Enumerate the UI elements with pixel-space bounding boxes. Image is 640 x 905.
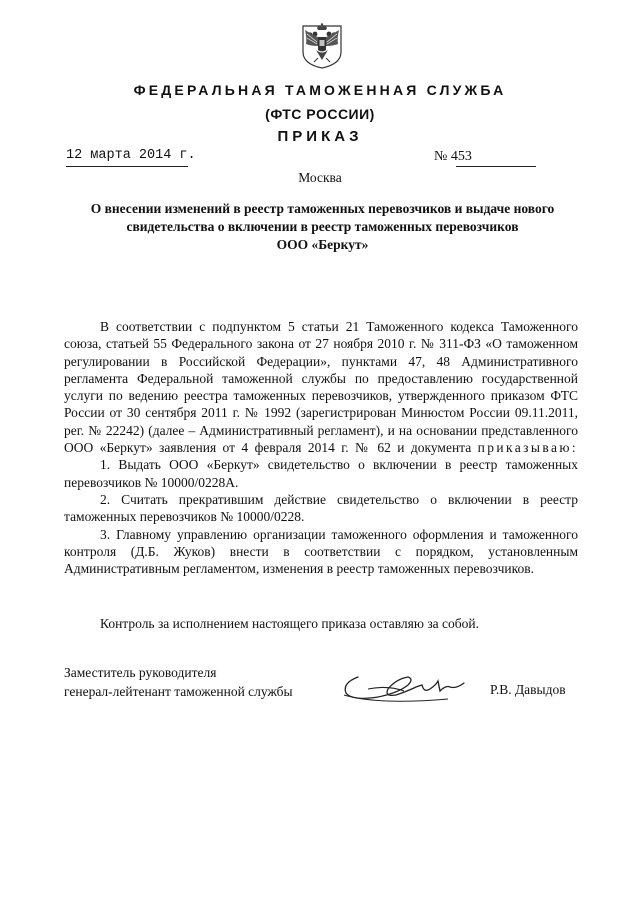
position-line-1: Заместитель руководителя: [64, 665, 217, 680]
order-item-2: 2. Считать прекратившим действие свидетельство о включении в реестр таможенных перевозчиков № 10000/0228.: [64, 491, 578, 525]
order-body: [64, 318, 578, 577]
signatory-name: Р.В. Давыдов: [490, 682, 566, 697]
date-underline: [66, 166, 188, 167]
city: Москва: [298, 170, 342, 185]
handwritten-signature-icon: [338, 665, 468, 709]
order-item-1: 1. Выдать ООО «Беркут» свидетельство о включении в реестр таможенных перевозчиков № 10000/0228А.: [64, 457, 578, 490]
order-date: 12 марта 2014 г.: [66, 148, 196, 163]
title-line-3: ООО «Беркут»: [276, 237, 369, 252]
document-type: ПРИКАЗ: [277, 128, 363, 145]
double-headed-eagle-emblem-icon: [301, 22, 343, 70]
order-title: [60, 200, 585, 254]
title-line-1: О внесении изменений в реестр таможенных перевозчиков и выдаче нового: [90, 201, 555, 216]
number-underline: [456, 166, 536, 167]
position-line-2: генерал-лейтенант таможенной службы: [64, 684, 293, 699]
intro-paragraph: [64, 318, 578, 456]
agency-name: ФЕДЕРАЛЬНАЯ ТАМОЖЕННАЯ СЛУЖБА: [133, 82, 507, 98]
control-statement: Контроль за исполнением настоящего приказа оставляю за собой.: [100, 616, 479, 631]
order-item-3: 3. Главному управлению организации таможенного оформления и таможенного контроля (Д.Б. Жуков) внести в соответствии с порядком, установленным Административным регламентом, изменения в реестр таможенных перевозчиков.: [64, 526, 578, 577]
title-line-2: свидетельства о включении в реестр таможенных перевозчиков: [126, 219, 519, 234]
signatory-position: [64, 663, 293, 701]
order-word: приказываю:: [477, 440, 579, 456]
order-number: № 453: [434, 149, 472, 164]
agency-short-name: (ФТС РОССИИ): [265, 106, 375, 122]
intro-text: В соответствии с подпунктом 5 статьи 21 Таможенного кодекса Таможенного союза, статьей 55 Федерального закона от 27 ноября 2010 г. № 311-ФЗ «О таможенном регулировании в Российской Федерации», пунктами 47, 48 Административного регламента Федеральной таможенной службы по предоставлению государственной услуги по ведению реестра таможенных перевозчиков, утвержденного приказом ФТС России от 30 сентября 2011 г. № 1992 (зарегистрирован Минюстом России 09.11.2011, рег. № 22242) (далее – Административный регламент), и на основании представленного ООО «Беркут» заявления от 4 февраля 2014 г. № 62 и документа: [64, 319, 578, 456]
